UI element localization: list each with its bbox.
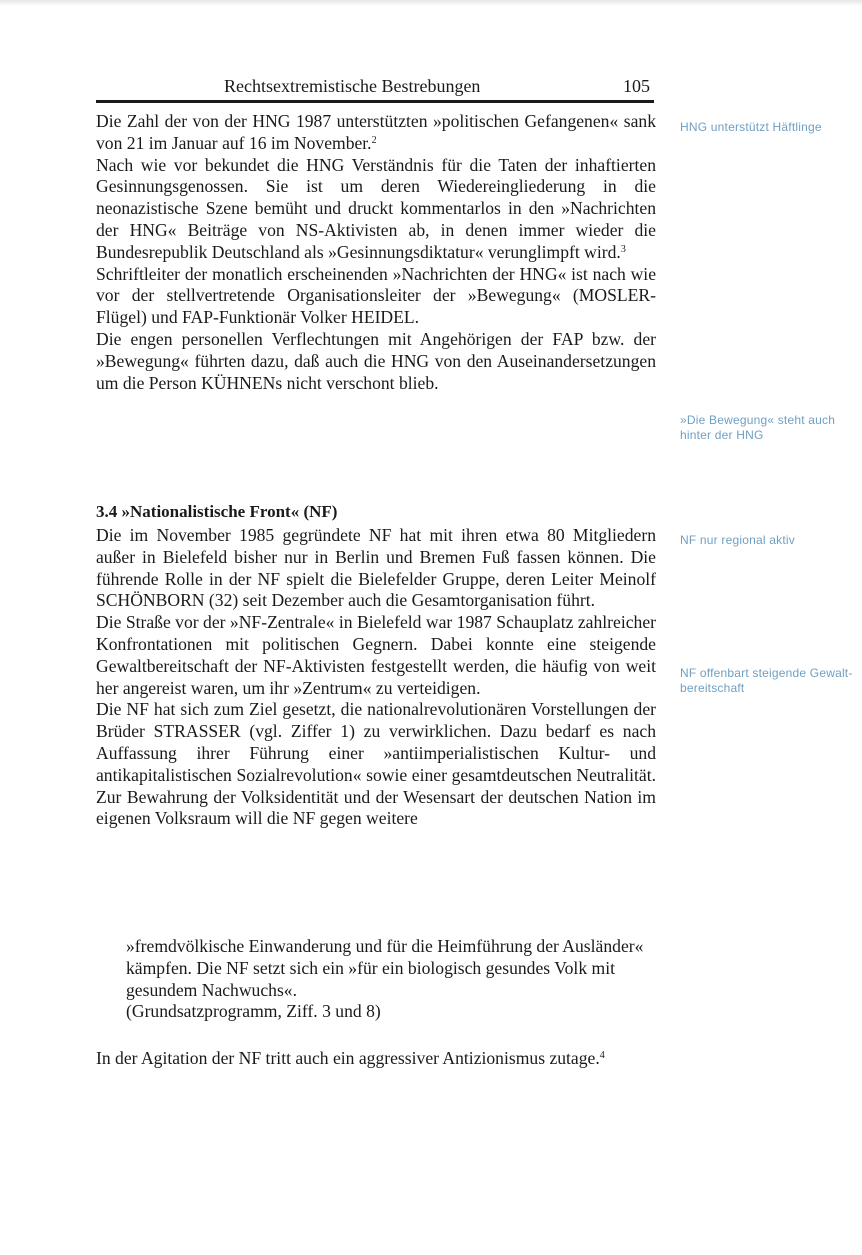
paragraph-hng-ties: Die engen personellen Verflechtungen mit Angehörigen der FAP bzw. der »Bewegung« führten dazu, daß auch die HNG von den Auseinandersetzungen um die Person KÜHNENs nicht verschont blieb. (96, 328, 656, 393)
quote-text: »fremdvölkische Einwanderung und für die Heimführung der Ausländer« kämpfen. Die NF setzt sich ein »für ein biologisch gesundes Volk mit gesundem Nachwuchs«. (126, 936, 644, 1000)
margin-note-bewegung: »Die Bewegung« steht auch hinter der HNG (680, 413, 836, 442)
program-quote (126, 936, 646, 1023)
margin-note-nf-regional: NF nur regional aktiv (680, 533, 795, 547)
section-number: 3.4 (96, 502, 118, 521)
margin-note-nf-violence: NF offenbart steigende Gewalt-bereitschaft (680, 666, 853, 695)
paragraph-nf-founding: Die im November 1985 gegründete NF hat mit ihren etwa 80 Mitgliedern außer in Bielefeld bisher nur in Berlin und Bremen Fuß fassen können. Die führende Rolle in der NF spielt die Bielefelder Gruppe, deren Leiter Meinolf SCHÖNBORN (32) seit Dezember auch die Gesamtorganisation führt. (96, 525, 656, 611)
quote-source: (Grundsatzprogramm, Ziff. 3 und 8) (126, 1001, 381, 1022)
text-block-closing (96, 1048, 656, 1070)
footnote-ref-4: 4 (599, 1050, 605, 1061)
paragraph-hng-prisoners: Die Zahl der von der HNG 1987 unterstützten »politischen Gefangenen« sank von 21 im Januar auf 16 im November.$^2$ (96, 111, 656, 153)
running-header-title: Rechtsextremistische Bestrebungen (224, 76, 481, 96)
text-block-hng (96, 111, 656, 394)
paragraph-nf-goals: Die NF hat sich zum Ziel gesetzt, die nationalrevolutionären Vorstellungen der Brüder STRASSER (vgl. Ziffer 1) zu verwirklichen. Dazu bedarf es nach Auffassung ihrer Führung einer »antiimperialistischen Kultur- und antikapitalistischen Sozialrevolution« sowie einer gesamtdeutschen Neutralität. Zur Bewahrung der Volksidentität und der Wesensart der deutschen Nation im eigenen Volksraum will die NF gegen weitere (96, 699, 656, 829)
paragraph-hng-editor: Schriftleiter der monatlich erscheinenden »Nachrichten der HNG« ist nach wie vor der stellvertretende Organisationsleiter der »Bewegung« (MOSLER-Flügel) und FAP-Funktionär Volker HEIDEL. (96, 263, 656, 328)
margin-note-hng-support: HNG unterstützt Häftlinge (680, 120, 822, 134)
paragraph-hng-sympathy: Nach wie vor bekundet die HNG Verständnis für die Taten der inhaftierten Gesinnungsgenossen. Sie ist um deren Wiedereingliederung in die neonazistische Szene bemüht und druckt kommentarlos in den »Nachrichten der HNG« Beiträge von NS-Aktivisten ab, in denen immer wieder die Bundesrepublik Deutschland als »Gesinnungsdiktatur« verunglimpft wird.$^3$ (96, 154, 656, 262)
paragraph-antizionism: In der Agitation der NF tritt auch ein aggressiver Antizionismus zutage.$^4$ (96, 1048, 605, 1068)
scan-edge-shadow (0, 0, 862, 6)
running-header (96, 74, 654, 103)
footnote-ref-2: 2 (371, 134, 377, 146)
text-block-nf (96, 525, 656, 830)
page-number: 105 (623, 76, 650, 96)
footnote-ref-3: 3 (620, 243, 626, 255)
section-heading-nf (96, 502, 337, 522)
section-title: »Nationalistische Front« (NF) (121, 502, 338, 521)
paragraph-nf-confrontations: Die Straße vor der »NF-Zentrale« in Bielefeld war 1987 Schauplatz zahlreicher Konfrontationen mit politischen Gegnern. Dabei konnte eine steigende Gewaltbereitschaft der NF-Aktivisten festgestellt werden, die häufig von weit her angereist waren, um ihr »Zentrum« zu verteidigen. (96, 612, 656, 698)
